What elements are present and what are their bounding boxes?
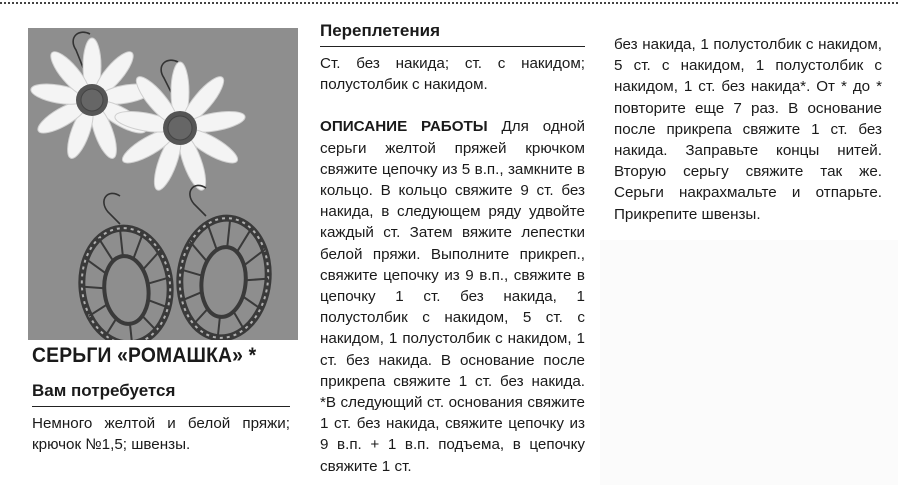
- stitches-heading: Переплетения: [320, 20, 585, 47]
- description-lead: ОПИСАНИЕ РАБОТЫ: [320, 118, 488, 136]
- instructions-column-1: [320, 20, 585, 477]
- earrings-photo: [28, 28, 298, 340]
- description-text-col2: Для одной серьги желтой пряжей крючком свяжите цепочку из 5 в.п., замкните в кольцо. В кольцо свяжите 9 ст. без накида, в следующем ряду удвойте каждый ст. Затем вяжите лепестки белой пряжи. Выполните прикреп., свяжите цепочку из 9 в.п., свяжите в цепочку 1 ст. без накида, 1 полустолбик с накидом, 5 ст. с накидом, 1 полустолбик с накидом, 1 ст. без накида. В основание после прикрепа свяжите 1 ст. без накида. *В следующий ст. основания свяжите 1 ст. без накида, свяжите цепочку из 9 в.п. + 1 в.п. подъема, в цепочку свяжите 1 ст.: [320, 118, 585, 475]
- stitches-text: Ст. без накида; ст. с накидом; полустолбик с накидом.: [320, 55, 585, 94]
- materials-heading: Вам потребуется: [32, 380, 290, 407]
- article-title: СЕРЬГИ «РОМАШКА» *: [32, 344, 257, 367]
- blank-area: [600, 240, 898, 485]
- dotted-top-border: [0, 2, 898, 4]
- description-paragraph: [320, 116, 585, 476]
- description-text-col3: без накида, 1 полустолбик с накидом, 5 ст. с накидом, 1 полустолбик с накидом, 1 ст. без накида*. От * до * повторите еще 7 раз. В основание после прикрепа свяжите 1 ст. без накида. Заправьте концы нитей. Вторую серьгу свяжите так же. Серьги накрахмальте и отпарьте. Прикрепите швензы.: [614, 36, 882, 223]
- materials-column: [32, 342, 290, 455]
- instructions-column-2: [614, 34, 882, 225]
- materials-text: Немного желтой и белой пряжи; крючок №1,5; швензы.: [32, 415, 290, 454]
